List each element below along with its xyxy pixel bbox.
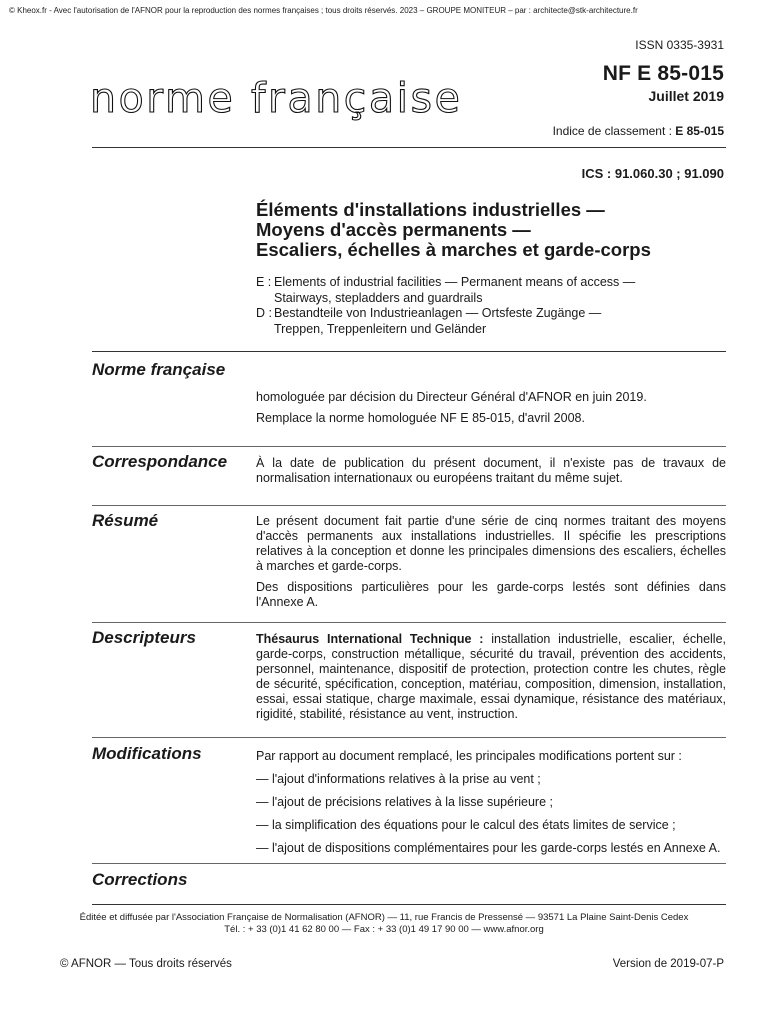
norme-body (256, 390, 726, 426)
german-title-line-2: Treppen, Treppenleitern und Geländer (274, 321, 487, 336)
section-divider (92, 351, 726, 352)
title-line-3: Escaliers, échelles à marches et garde-corps (256, 239, 651, 260)
publisher-info (0, 912, 768, 936)
list-item: — la simplification des équations pour le calcul des états limites de service ; (256, 818, 676, 832)
modifications-list (256, 772, 726, 856)
publisher-contact: Tél. : + 33 (0)1 41 62 80 00 — Fax : + 33 (0)1 49 17 90 00 — www.afnor.org (224, 924, 544, 935)
descripteurs-keywords: installation industrielle, escalier, échelle, garde-corps, construction métallique, sécurité du travail, prévention des accidents, personnel, maintenance, dispositif de protection, protection contre les chutes, règle de sécurité, spécification, conception, matériau, composition, dimension, installation, essai, essai statique, charge maximale, essai dynamique, résistance des matériaux, rigidité, stabilité, résistance au vent, instruction. (256, 632, 726, 721)
descripteurs-text (256, 632, 726, 722)
german-title-line-1: Bestandteile von Industrieanlagen — Ortsfeste Zugänge — (274, 306, 602, 320)
title-line-2: Moyens d'accès permanents — (256, 219, 531, 240)
classification-index (553, 124, 724, 138)
german-label: D : (256, 306, 272, 320)
english-label: E : (256, 275, 272, 289)
section-divider (92, 737, 726, 738)
correspondance-text: À la date de publication du présent document, il n'existe pas de travaux de normalisation internationaux ou européens traitant du même sujet. (256, 456, 726, 485)
replacement-text: Remplace la norme homologuée NF E 85-015, d'avril 2008. (256, 411, 585, 425)
title-translations (256, 275, 726, 337)
resume-heading: Résumé (92, 511, 159, 530)
modifications-intro: Par rapport au document remplacé, les principales modifications portent sur : (256, 749, 682, 763)
publisher-address: Éditée et diffusée par l'Association Française de Normalisation (AFNOR) — 11, rue Francis de Pressensé — 93571 La Plaine Saint-Denis Cedex (79, 912, 689, 923)
resume-body (256, 514, 726, 610)
corrections-heading: Corrections (92, 870, 188, 889)
modifications-body (256, 749, 726, 856)
norme-heading: Norme française (92, 360, 226, 379)
section-divider (92, 505, 726, 506)
classification-label: Indice de classement : (552, 124, 676, 138)
list-item: — l'ajout de dispositions complémentaires pour les garde-corps lestés en Annexe A. (256, 841, 721, 855)
header-divider (92, 147, 726, 148)
classification-value: E 85-015 (675, 124, 724, 138)
standard-code: NF E 85-015 (602, 62, 724, 85)
homologation-text: homologuée par décision du Directeur Général d'AFNOR en juin 2019. (256, 390, 647, 404)
standard-date: Juillet 2019 (648, 88, 724, 104)
norme-francaise-logo: norme française (90, 74, 463, 122)
section-divider (92, 622, 726, 623)
descripteurs-heading: Descripteurs (92, 628, 196, 647)
list-item: — l'ajout d'informations relatives à la prise au vent ; (256, 772, 541, 786)
section-divider (92, 446, 726, 447)
resume-paragraph-2: Des dispositions particulières pour les garde-corps lestés sont définies dans l'Annexe A. (256, 580, 726, 609)
correspondance-heading: Correspondance (92, 452, 228, 471)
watermark-notice: © Kheox.fr - Avec l'autorisation de l'AFNOR pour la reproduction des normes françaises ; tous droits réservés. 2023 – GROUPE MONITEUR – par : architecte@stk-architecture.fr (9, 6, 638, 15)
issn-number: ISSN 0335-3931 (635, 38, 724, 52)
english-title-line-2: Stairways, stepladders and guardrails (274, 290, 483, 305)
modifications-heading: Modifications (92, 744, 202, 763)
copyright-notice: © AFNOR — Tous droits réservés (60, 958, 232, 970)
resume-paragraph-1: Le présent document fait partie d'une série de cinq normes traitant des moyens d'accès permanents aux installations industrielles. Il spécifie les prescriptions relatives à la conception et donne les principales dimensions des escaliers, échelles à marches et garde-corps. (256, 514, 726, 573)
section-divider (92, 863, 726, 864)
version-label: Version de 2019-07-P (612, 958, 724, 970)
title-line-1: Éléments d'installations industrielles — (256, 199, 605, 220)
thesaurus-label: Thésaurus International Technique : (256, 632, 484, 646)
document-title (256, 200, 726, 260)
footer-divider (92, 904, 726, 905)
ics-codes: ICS : 91.060.30 ; 91.090 (581, 166, 724, 181)
list-item: — l'ajout de précisions relatives à la lisse supérieure ; (256, 795, 553, 809)
english-title-line-1: Elements of industrial facilities — Permanent means of access — (274, 275, 636, 289)
